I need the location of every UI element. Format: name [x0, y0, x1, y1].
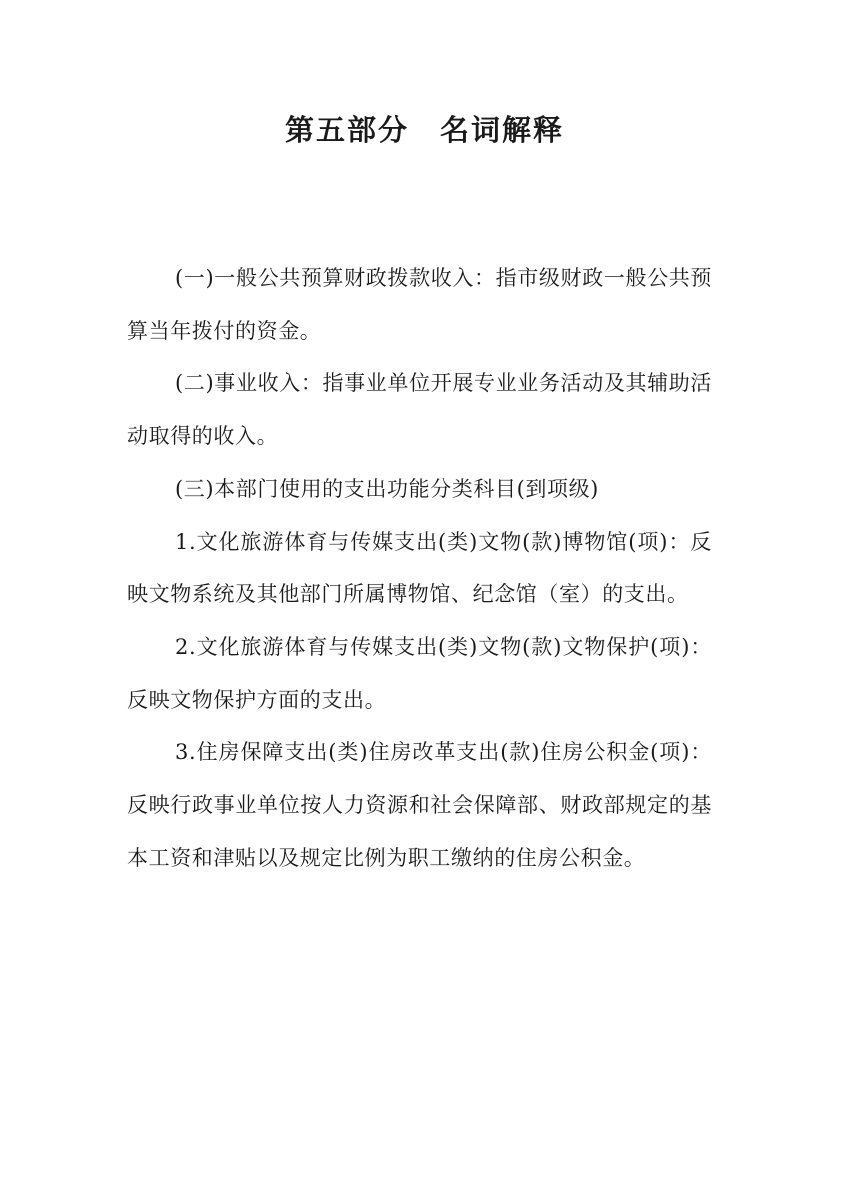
paragraph-housing-fund: 3.住房保障支出(类)住房改革支出(款)住房公积金(项)：反映行政事业单位按人力资源和社会保障部、财政部规定的基本工资和津贴以及规定比例为职工缴纳的住房公积金。: [127, 740, 712, 870]
paragraph-museum-expenditure: 1.文化旅游体育与传媒支出(类)文物(款)博物馆(项)：反映文物系统及其他部门所属博物馆、纪念馆（室）的支出。: [127, 529, 712, 607]
page-title: 第五部分 名词解释: [284, 113, 564, 147]
document-body: [127, 252, 712, 884]
paragraph-expenditure-classification: (三)本部门使用的支出功能分类科目(到项级): [175, 476, 599, 501]
paragraph-heritage-protection: 2.文化旅游体育与传媒支出(类)文物(款)文物保护(项)：反映文物保护方面的支出。: [127, 634, 712, 712]
paragraph-general-budget-income: (一)一般公共预算财政拨款收入：指市级财政一般公共预算当年拨付的资金。: [127, 266, 712, 343]
paragraph-business-income: (二)事业收入：指事业单位开展专业业务活动及其辅助活动取得的收入。: [127, 371, 712, 449]
